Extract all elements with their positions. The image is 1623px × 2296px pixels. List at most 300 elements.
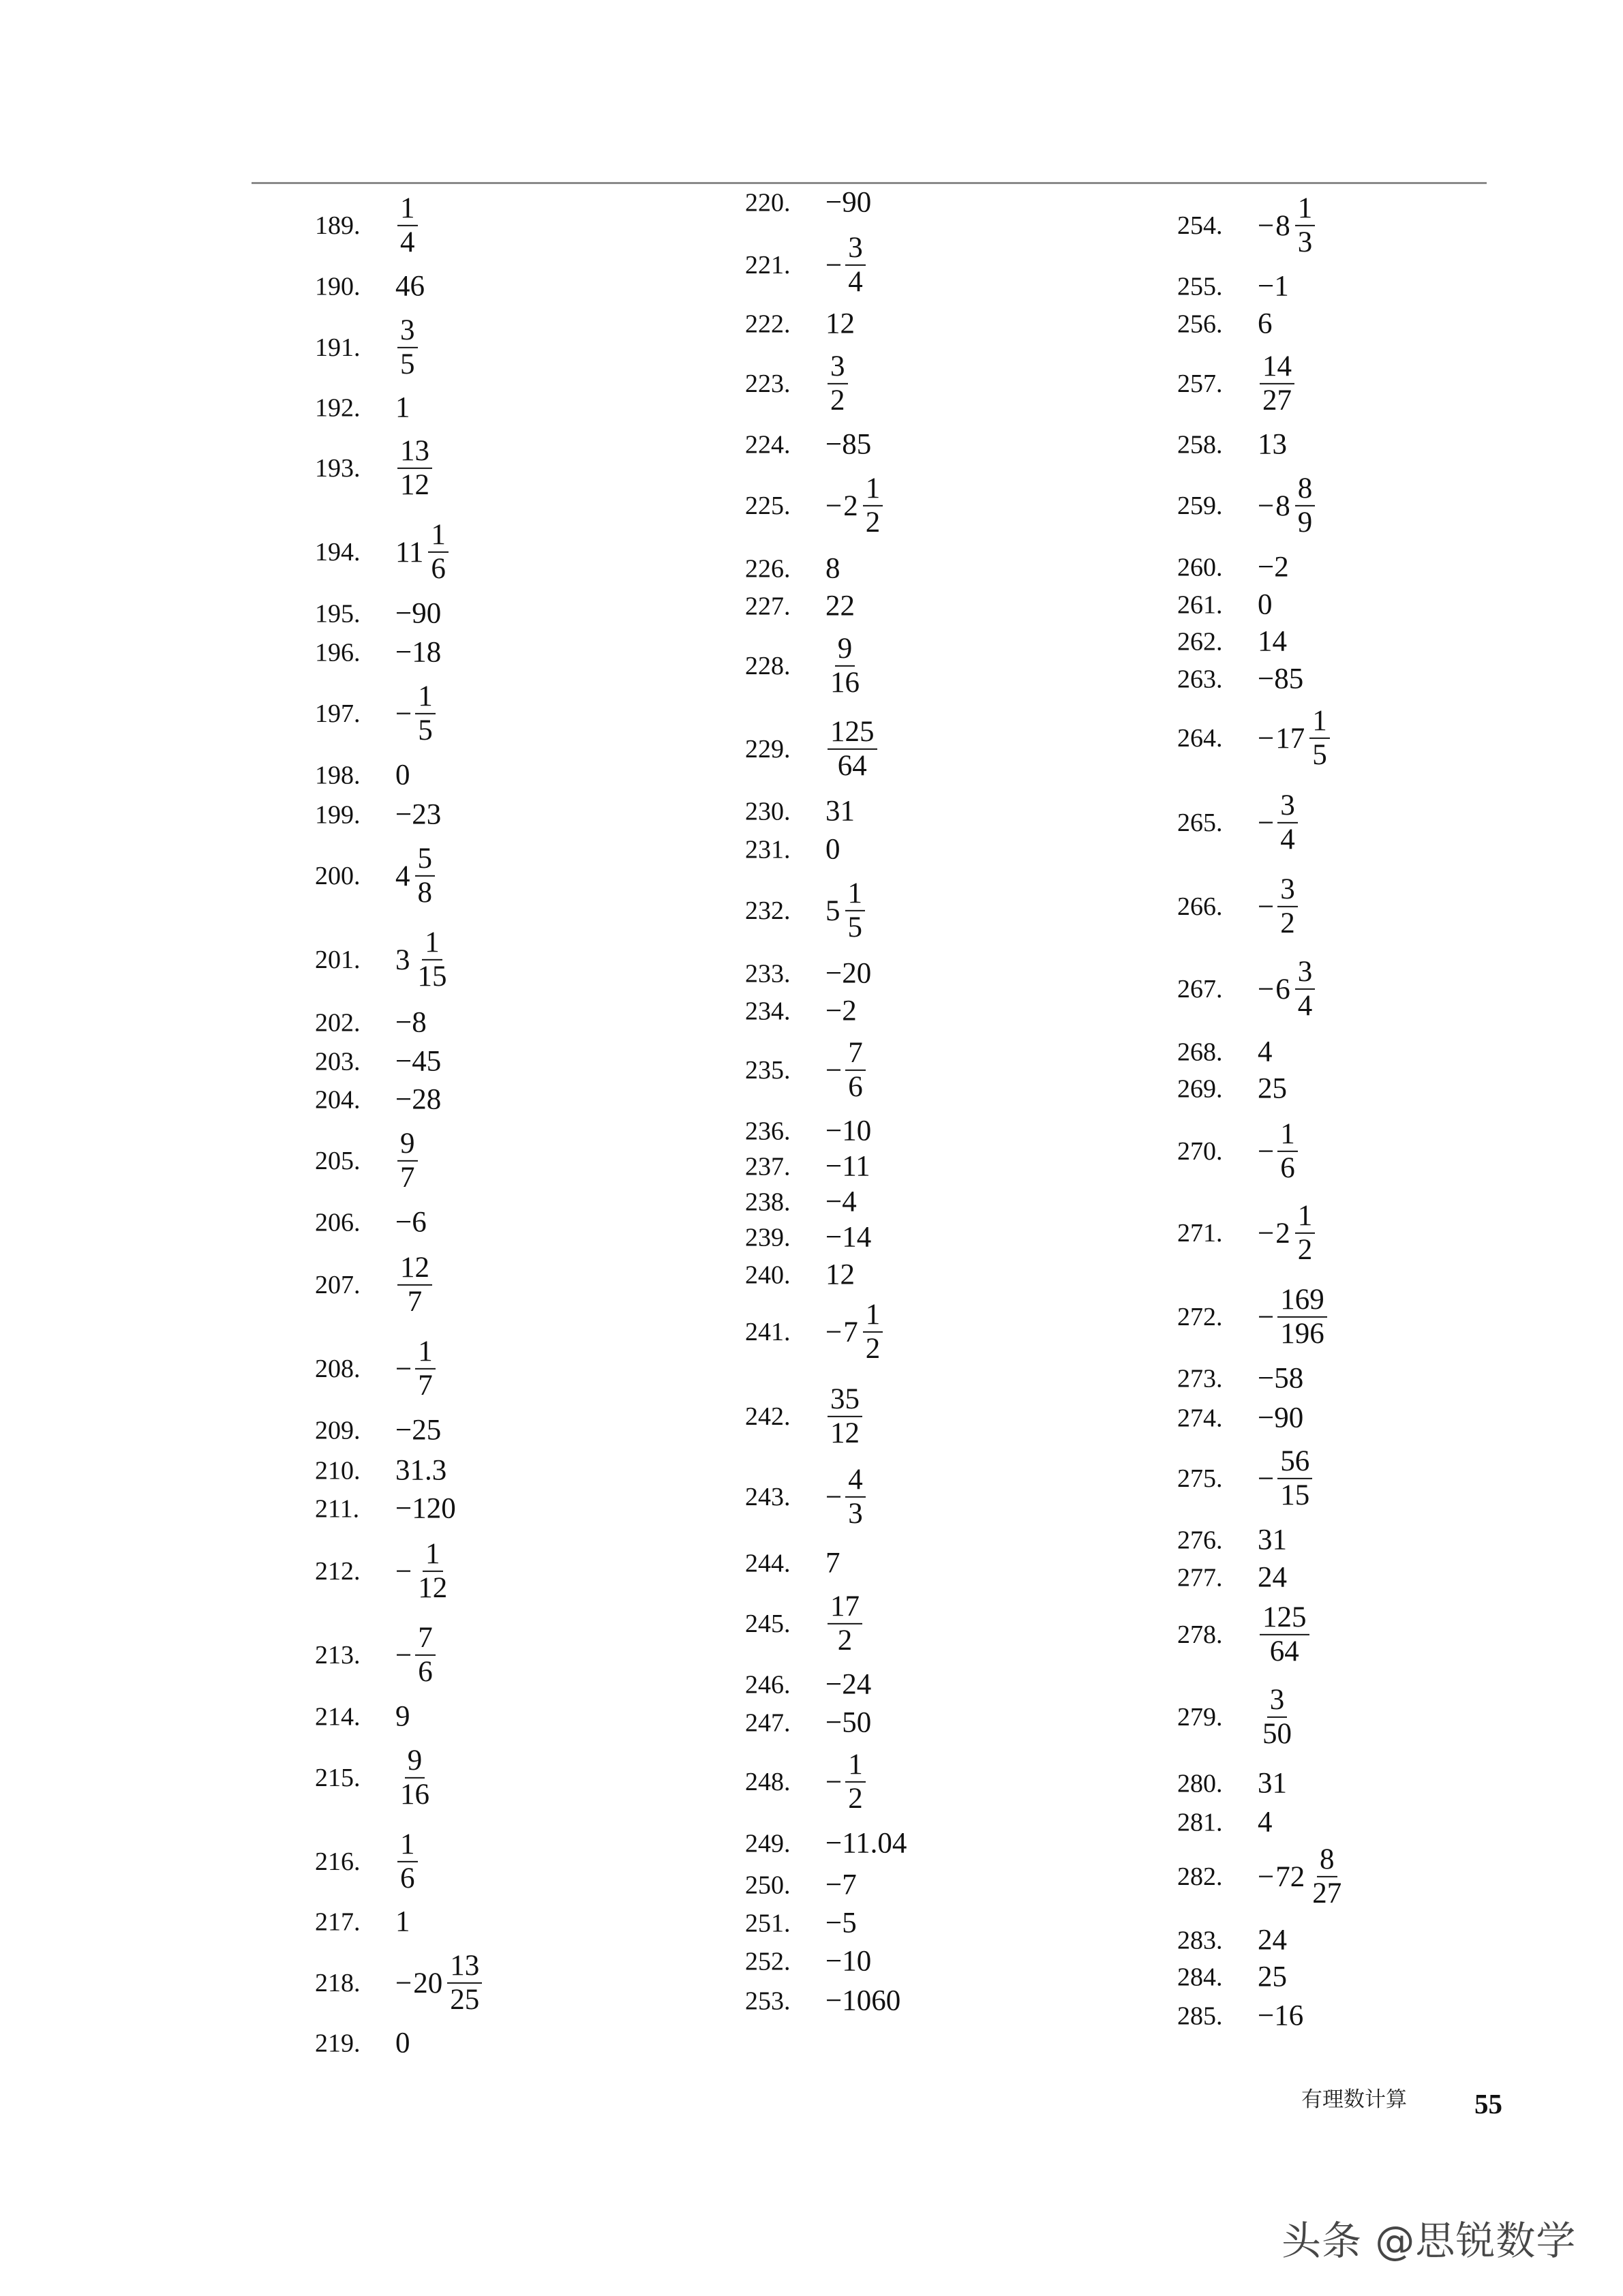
- answer-entry: [315, 1083, 441, 1117]
- problem-number: 207.: [315, 1271, 361, 1299]
- numerator: 1: [415, 680, 436, 714]
- answer-value: [825, 1150, 870, 1183]
- answer-entry: [1177, 551, 1289, 584]
- answer-entry: [745, 186, 871, 220]
- answer-value: [395, 1622, 438, 1689]
- answer-value: [395, 1454, 446, 1487]
- problem-number: 201.: [315, 946, 361, 974]
- problem-number: 190.: [315, 272, 361, 301]
- answer-value: [825, 1590, 864, 1657]
- minus-sign: −: [1258, 1301, 1275, 1333]
- answer-text: −16: [1258, 1999, 1304, 2032]
- numerator: 9: [397, 1128, 418, 1162]
- numerator: 3: [397, 314, 418, 348]
- problem-number: 213.: [315, 1641, 361, 1670]
- answer-entry: [745, 1827, 907, 1860]
- answer-entry: [315, 435, 434, 502]
- whole-part: 8: [1275, 489, 1290, 522]
- problem-number: 257.: [1177, 369, 1223, 398]
- answer-value: [1258, 1200, 1317, 1267]
- answer-value: [825, 877, 867, 944]
- answer-entry: [1177, 956, 1317, 1023]
- fraction: [825, 716, 879, 783]
- answer-value: [395, 1335, 438, 1402]
- problem-number: 254.: [1177, 211, 1223, 240]
- answer-value: [1258, 270, 1289, 303]
- section-title: 有理数计算: [1301, 2087, 1407, 2112]
- denominator: 6: [848, 1071, 863, 1103]
- fraction: [1307, 705, 1332, 772]
- answer-entry: [315, 926, 452, 993]
- denominator: 2: [865, 507, 881, 539]
- problem-number: 227.: [745, 592, 791, 620]
- answer-value: [825, 1221, 871, 1254]
- denominator: 7: [407, 1286, 423, 1318]
- answer-text: 9: [395, 1700, 410, 1733]
- answer-entry: [745, 1984, 900, 2018]
- header-rule: [252, 182, 1487, 184]
- denominator: 15: [1280, 1479, 1310, 1511]
- denominator: 196: [1280, 1318, 1324, 1350]
- answer-value: [1258, 350, 1296, 417]
- problem-number: 272.: [1177, 1303, 1223, 1331]
- answer-text: 7: [825, 1547, 840, 1580]
- answer-value: [825, 590, 855, 623]
- answer-text: −2: [1258, 551, 1289, 584]
- denominator: 3: [1297, 226, 1313, 258]
- answer-entry: [315, 680, 438, 747]
- answer-value: [825, 833, 840, 866]
- answer-value: [825, 1945, 871, 1978]
- answer-text: 13: [1258, 428, 1287, 461]
- answer-value: [1258, 1284, 1329, 1350]
- answer-entry: [315, 1128, 420, 1194]
- minus-sign: −: [395, 1639, 412, 1672]
- answer-entry: [745, 552, 840, 586]
- whole-part: 11: [395, 536, 424, 569]
- answer-text: 0: [825, 833, 840, 866]
- answer-entry: [745, 232, 868, 299]
- problem-number: 200.: [315, 862, 361, 890]
- answer-value: [395, 1414, 441, 1447]
- whole-part: 6: [1275, 973, 1290, 1006]
- whole-part: 2: [1275, 1217, 1290, 1250]
- denominator: 7: [418, 1370, 433, 1402]
- answer-entry: [745, 590, 855, 623]
- numerator: 3: [1277, 873, 1298, 907]
- problem-number: 258.: [1177, 430, 1223, 459]
- answer-entry: [315, 314, 420, 381]
- numerator: 1: [415, 1335, 436, 1370]
- answer-value: [825, 472, 885, 539]
- whole-part: 3: [395, 943, 410, 976]
- answer-entry: [1177, 1036, 1273, 1069]
- numerator: 14: [1260, 350, 1294, 384]
- problem-number: 235.: [745, 1056, 791, 1085]
- problem-number: 202.: [315, 1008, 361, 1037]
- fraction: [843, 1037, 868, 1104]
- answer-value: [1258, 1961, 1287, 1994]
- answer-value: [825, 633, 864, 699]
- answer-entry: [1177, 1524, 1287, 1557]
- answer-entry: [745, 633, 864, 699]
- denominator: 6: [431, 553, 446, 585]
- answer-entry: [745, 1945, 871, 1978]
- answer-entry: [315, 1492, 456, 1526]
- answer-entry: [315, 636, 441, 669]
- problem-number: 270.: [1177, 1137, 1223, 1166]
- denominator: 25: [450, 1984, 480, 2016]
- problem-number: 284.: [1177, 1963, 1223, 1991]
- minus-sign: −: [825, 1054, 843, 1087]
- minus-sign: −: [395, 1353, 412, 1385]
- answer-value: [395, 1045, 441, 1078]
- problem-number: 204.: [315, 1085, 361, 1114]
- answer-entry: [315, 519, 451, 586]
- problem-number: 268.: [1177, 1038, 1223, 1066]
- numerator: 56: [1277, 1445, 1312, 1479]
- answer-entry: [1177, 1601, 1311, 1668]
- numerator: 1: [422, 926, 442, 961]
- fraction: [395, 1128, 420, 1194]
- problem-number: 273.: [1177, 1364, 1223, 1393]
- answer-entry: [1177, 1402, 1303, 1435]
- answer-value: [825, 350, 850, 417]
- problem-number: 237.: [745, 1152, 791, 1181]
- answer-value: [395, 1828, 420, 1895]
- problem-number: 195.: [315, 599, 361, 628]
- numerator: 1: [1295, 192, 1316, 226]
- minus-sign: −: [825, 489, 843, 522]
- answer-entry: [1177, 1999, 1303, 2033]
- answer-value: [825, 716, 879, 783]
- whole-part: 4: [395, 860, 410, 892]
- numerator: 8: [1295, 472, 1316, 507]
- problem-number: 281.: [1177, 1808, 1223, 1837]
- answer-value: [1258, 588, 1273, 622]
- fraction: [825, 1590, 864, 1657]
- numerator: 1: [845, 877, 866, 911]
- fraction: [825, 633, 864, 699]
- answer-value: [395, 597, 441, 631]
- answer-entry: [315, 1622, 438, 1689]
- denominator: 16: [400, 1779, 429, 1811]
- answer-value: [1258, 1561, 1287, 1595]
- problem-number: 285.: [1177, 2002, 1223, 2030]
- answer-text: −90: [825, 186, 872, 219]
- answer-value: [395, 1700, 410, 1734]
- problem-number: 243.: [745, 1483, 791, 1511]
- fraction: [413, 680, 438, 747]
- fraction: [445, 1950, 484, 2016]
- fraction: [1275, 1445, 1314, 1512]
- answer-value: [825, 307, 855, 341]
- answer-entry: [1177, 270, 1289, 303]
- denominator: 5: [847, 911, 862, 943]
- denominator: 7: [400, 1162, 415, 1194]
- fraction: [1293, 192, 1318, 259]
- problem-number: 278.: [1177, 1620, 1223, 1649]
- answer-text: −28: [395, 1083, 442, 1116]
- answer-entry: [1177, 1072, 1287, 1106]
- denominator: 27: [1312, 1877, 1342, 1909]
- answer-value: [395, 2027, 410, 2060]
- answer-entry: [1177, 705, 1332, 772]
- minus-sign: −: [395, 1555, 412, 1588]
- problem-number: 230.: [745, 797, 791, 826]
- minus-sign: −: [1258, 1860, 1275, 1893]
- answer-value: [395, 759, 410, 792]
- denominator: 5: [400, 348, 415, 380]
- problem-number: 216.: [315, 1847, 361, 1876]
- denominator: 8: [417, 877, 432, 909]
- problem-number: 251.: [745, 1909, 791, 1937]
- answer-value: [825, 795, 855, 828]
- fraction: [825, 350, 850, 417]
- answer-entry: [1177, 1445, 1314, 1512]
- answer-text: −85: [825, 428, 872, 461]
- minus-sign: −: [825, 1766, 843, 1798]
- answer-value: [825, 1258, 855, 1292]
- answer-entry: [745, 1299, 885, 1365]
- answer-value: [395, 435, 434, 502]
- fraction: [395, 1828, 420, 1895]
- answer-entry: [1177, 1924, 1287, 1957]
- denominator: 64: [1269, 1635, 1299, 1667]
- denominator: 16: [830, 667, 860, 699]
- answer-entry: [315, 1335, 438, 1402]
- denominator: 3: [848, 1498, 863, 1530]
- numerator: 3: [1277, 789, 1298, 824]
- answer-text: −11.04: [825, 1827, 907, 1860]
- answer-value: [825, 1115, 871, 1148]
- watermark: 头条 @思锐数学: [1281, 2218, 1577, 2264]
- problem-number: 260.: [1177, 553, 1223, 581]
- answer-entry: [315, 1700, 410, 1734]
- minus-sign: −: [1258, 806, 1275, 839]
- answer-value: [395, 391, 410, 425]
- problem-number: 194.: [315, 538, 361, 567]
- numerator: 17: [828, 1590, 862, 1625]
- answer-entry: [745, 877, 867, 944]
- minus-sign: −: [1258, 1135, 1275, 1168]
- answer-entry: [745, 1150, 870, 1183]
- problem-number: 264.: [1177, 724, 1223, 753]
- answer-value: [395, 1744, 434, 1811]
- answer-value: [1258, 472, 1317, 539]
- minus-sign: −: [1258, 1462, 1275, 1495]
- answer-value: [1258, 192, 1317, 259]
- fraction: [1258, 1684, 1296, 1751]
- problem-number: 262.: [1177, 627, 1223, 656]
- answer-text: −20: [825, 957, 872, 990]
- answer-value: [1258, 1684, 1296, 1751]
- answer-text: 31: [1258, 1767, 1287, 1800]
- answer-value: [825, 552, 840, 586]
- answer-entry: [745, 1464, 868, 1530]
- answer-value: [395, 1538, 452, 1605]
- problem-number: 267.: [1177, 975, 1223, 1003]
- numerator: 1: [1309, 705, 1330, 739]
- whole-part: 2: [843, 489, 858, 522]
- answer-entry: [745, 1749, 868, 1815]
- problem-number: 225.: [745, 492, 791, 520]
- answer-entry: [315, 1252, 434, 1318]
- problem-number: 241.: [745, 1318, 791, 1346]
- fraction: [395, 192, 420, 259]
- problem-number: 203.: [315, 1047, 361, 1076]
- answer-value: [395, 1083, 441, 1117]
- denominator: 2: [1297, 1234, 1313, 1266]
- answer-value: [1258, 1924, 1287, 1957]
- answer-value: [1258, 1767, 1287, 1800]
- answer-entry: [1177, 625, 1287, 659]
- answer-text: 31: [825, 795, 855, 828]
- answer-entry: [1177, 1843, 1346, 1910]
- answer-value: [395, 680, 438, 747]
- denominator: 5: [418, 714, 433, 746]
- answer-entry: [1177, 1118, 1300, 1185]
- numerator: 169: [1277, 1284, 1327, 1318]
- answer-text: −10: [825, 1115, 872, 1147]
- answer-value: [1258, 789, 1300, 856]
- answer-entry: [315, 2027, 410, 2060]
- answer-value: [825, 957, 871, 991]
- whole-part: 5: [825, 894, 840, 927]
- answer-value: [825, 232, 868, 299]
- answer-value: [395, 1492, 456, 1526]
- minus-sign: −: [1258, 722, 1275, 755]
- answer-entry: [315, 1045, 441, 1078]
- denominator: 50: [1262, 1718, 1292, 1750]
- answer-text: 12: [825, 1258, 855, 1291]
- answer-value: [825, 1706, 871, 1740]
- minus-sign: −: [395, 697, 412, 730]
- fraction: [1293, 1200, 1318, 1267]
- problem-number: 275.: [1177, 1464, 1223, 1493]
- answer-text: −85: [1258, 663, 1304, 695]
- fraction: [413, 843, 438, 909]
- answer-value: [395, 1006, 427, 1040]
- answer-text: 24: [1258, 1924, 1287, 1957]
- fraction: [1275, 789, 1300, 856]
- answer-text: −58: [1258, 1362, 1304, 1395]
- problem-number: 221.: [745, 251, 791, 280]
- answer-text: 31: [1258, 1524, 1287, 1556]
- minus-sign: −: [1258, 1217, 1275, 1250]
- minus-sign: −: [1258, 973, 1275, 1006]
- answer-entry: [1177, 1961, 1287, 1994]
- problem-number: 214.: [315, 1702, 361, 1731]
- answer-entry: [315, 1950, 484, 2016]
- answer-entry: [745, 472, 885, 539]
- fraction: [395, 1744, 434, 1811]
- answer-entry: [315, 1006, 427, 1040]
- problem-number: 233.: [745, 959, 791, 988]
- answer-value: [395, 843, 437, 909]
- numerator: 9: [405, 1744, 425, 1779]
- denominator: 4: [848, 266, 863, 298]
- answer-entry: [1177, 192, 1317, 259]
- answer-text: 0: [395, 759, 410, 791]
- problem-number: 280.: [1177, 1769, 1223, 1798]
- numerator: 8: [1317, 1843, 1337, 1877]
- answer-value: [825, 1907, 857, 1940]
- answer-entry: [745, 1115, 871, 1148]
- answer-text: −14: [825, 1221, 872, 1254]
- answer-value: [1258, 307, 1273, 341]
- answer-value: [395, 1905, 410, 1939]
- minus-sign: −: [1258, 209, 1275, 242]
- answer-entry: [1177, 1767, 1287, 1800]
- problem-number: 259.: [1177, 492, 1223, 520]
- answer-value: [825, 1984, 900, 2018]
- problem-number: 223.: [745, 369, 791, 398]
- answer-entry: [315, 843, 437, 909]
- problem-number: 263.: [1177, 665, 1223, 693]
- answer-value: [1258, 1524, 1287, 1557]
- numerator: 1: [397, 1828, 418, 1862]
- answer-entry: [1177, 663, 1303, 696]
- denominator: 12: [400, 469, 429, 501]
- answer-value: [1258, 1402, 1303, 1435]
- denominator: 2: [848, 1783, 863, 1815]
- denominator: 4: [400, 226, 415, 258]
- fraction: [413, 926, 452, 993]
- problem-number: 246.: [745, 1670, 791, 1699]
- fraction: [395, 1252, 434, 1318]
- denominator: 27: [1262, 384, 1292, 417]
- answer-value: [825, 1547, 840, 1580]
- denominator: 2: [830, 384, 845, 417]
- answer-text: 24: [1258, 1561, 1287, 1594]
- answer-text: 31.3: [395, 1454, 447, 1487]
- answer-text: −4: [825, 1185, 857, 1218]
- answer-value: [1258, 663, 1303, 696]
- answer-value: [1258, 705, 1332, 772]
- answer-entry: [315, 1828, 420, 1895]
- fraction: [1307, 1843, 1346, 1910]
- answer-value: [1258, 428, 1287, 462]
- answer-text: −7: [825, 1869, 857, 1901]
- numerator: 5: [415, 843, 436, 877]
- answer-entry: [1177, 1284, 1329, 1350]
- fraction: [843, 1749, 868, 1815]
- problem-number: 209.: [315, 1416, 361, 1445]
- problem-number: 196.: [315, 638, 361, 667]
- problem-number: 199.: [315, 800, 361, 829]
- minus-sign: −: [1258, 489, 1275, 522]
- minus-sign: −: [825, 1316, 843, 1348]
- minus-sign: −: [1258, 890, 1275, 923]
- answer-value: [1258, 956, 1317, 1023]
- whole-part: 72: [1275, 1860, 1305, 1893]
- denominator: 6: [400, 1862, 415, 1894]
- answer-entry: [745, 716, 879, 783]
- answer-text: 46: [395, 270, 425, 303]
- problem-number: 198.: [315, 761, 361, 789]
- answer-value: [395, 926, 452, 993]
- problem-number: 277.: [1177, 1563, 1223, 1592]
- problem-number: 211.: [315, 1494, 360, 1523]
- fraction: [413, 1538, 452, 1605]
- problem-number: 229.: [745, 735, 791, 764]
- denominator: 64: [837, 750, 867, 782]
- problem-number: 266.: [1177, 892, 1223, 921]
- whole-part: 7: [843, 1316, 858, 1348]
- numerator: 1: [397, 192, 418, 226]
- problem-number: 276.: [1177, 1526, 1223, 1554]
